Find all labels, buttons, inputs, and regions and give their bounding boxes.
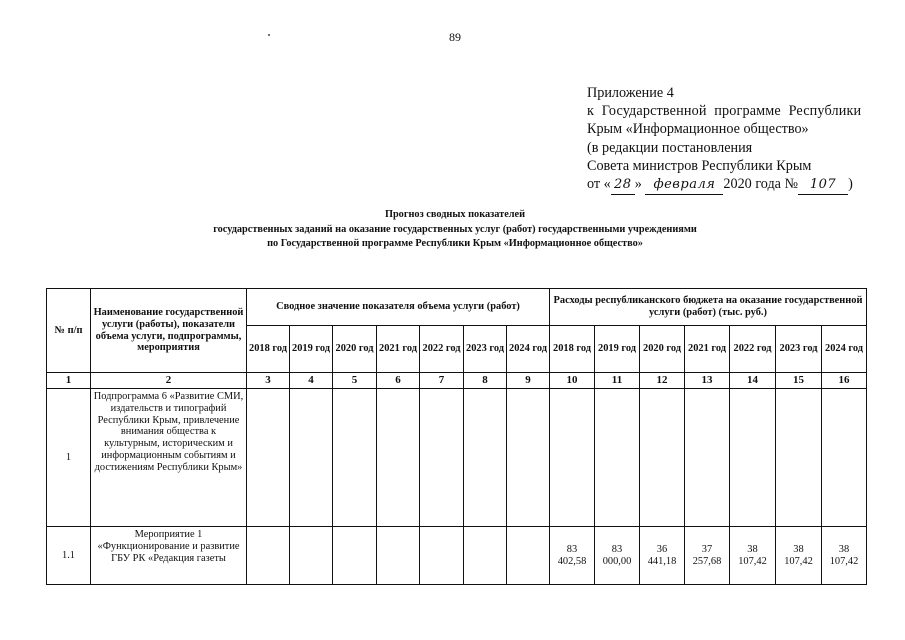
row-name: Мероприятие 1 «Функционирование и развитие ГБУ РК «Редакция газеты — [91, 527, 247, 585]
expense-cell: 38 107,42 — [822, 527, 867, 585]
row-name: Подпрограмма 6 «Развитие СМИ, издательств и типографий Республики Крым, привлечение внимания общества к культурным, историческим и информационным событиям и достижениям Республики Крым» — [91, 389, 247, 527]
year-cell: 2019 год — [595, 326, 640, 373]
expense-cell — [776, 389, 822, 527]
column-number: 13 — [685, 373, 730, 389]
volume-cell — [420, 389, 464, 527]
column-number: 7 — [420, 373, 464, 389]
volume-cell — [464, 527, 507, 585]
appendix-line: Совета министров Республики Крым — [587, 157, 812, 174]
column-number: 11 — [595, 373, 640, 389]
expense-cell — [822, 389, 867, 527]
year-cell: 2023 год — [776, 326, 822, 373]
volume-cell — [290, 527, 333, 585]
appendix-date-line — [587, 175, 887, 195]
expense-cell: 36 441,18 — [640, 527, 685, 585]
volume-cell — [247, 389, 290, 527]
year-cell: 2018 год — [247, 326, 290, 373]
year-cell: 2022 год — [730, 326, 776, 373]
row-number: 1 — [47, 389, 91, 527]
column-number: 1 — [47, 373, 91, 389]
header-name: Наименование государственной услуги (работы), показатели объема услуги, подпрограммы, мероприятия — [91, 289, 247, 373]
expense-cell: 83 000,00 — [595, 527, 640, 585]
column-number: 15 — [776, 373, 822, 389]
expense-cell — [595, 389, 640, 527]
appendix-line: (в редакции постановления — [587, 139, 753, 156]
appendix-block — [587, 84, 887, 195]
expense-cell: 83 402,58 — [550, 527, 595, 585]
column-number: 3 — [247, 373, 290, 389]
year-cell: 2023 год — [464, 326, 507, 373]
header-row — [47, 289, 867, 326]
year-cell: 2024 год — [507, 326, 550, 373]
year-cell: 2020 год — [333, 326, 377, 373]
title-line: государственных заданий на оказание государственных услуг (работ) государственными учреждениями — [213, 223, 697, 235]
appendix-line: Приложение 4 — [587, 85, 674, 101]
volume-cell — [377, 389, 420, 527]
volume-cell — [290, 389, 333, 527]
expense-cell — [550, 389, 595, 527]
column-number: 14 — [730, 373, 776, 389]
expense-cell: 38 107,42 — [730, 527, 776, 585]
volume-cell — [333, 389, 377, 527]
year-cell: 2022 год — [420, 326, 464, 373]
column-number: 10 — [550, 373, 595, 389]
row-number: 1.1 — [47, 527, 91, 585]
table-row — [47, 527, 867, 585]
date-prefix: от « — [587, 176, 611, 193]
column-number: 4 — [290, 373, 333, 389]
handwritten-number: 107 — [798, 176, 848, 195]
column-number: 2 — [91, 373, 247, 389]
year-cell: 2018 год — [550, 326, 595, 373]
expense-cell — [730, 389, 776, 527]
column-number: 12 — [640, 373, 685, 389]
volume-cell — [333, 527, 377, 585]
volume-cell — [507, 389, 550, 527]
expense-cell: 37 257,68 — [685, 527, 730, 585]
page-number: 89 — [449, 30, 461, 44]
appendix-line: Крым «Информационное общество» — [587, 121, 809, 138]
title-line: по Государственной программе Республики Крым «Информационное общество» — [267, 238, 643, 249]
expense-cell: 38 107,42 — [776, 527, 822, 585]
column-number: 9 — [507, 373, 550, 389]
expense-cell — [685, 389, 730, 527]
header-num: № п/п — [47, 289, 91, 373]
year-cell: 2019 год — [290, 326, 333, 373]
year-cell: 2021 год — [685, 326, 730, 373]
column-number-row — [47, 373, 867, 389]
scan-speck — [268, 34, 270, 36]
year-text: 2020 года № — [723, 176, 799, 193]
indicators-table — [46, 288, 867, 585]
year-cell: 2021 год — [377, 326, 420, 373]
column-number: 8 — [464, 373, 507, 389]
volume-cell — [420, 527, 464, 585]
title-line: Прогноз сводных показателей — [384, 209, 526, 220]
year-cell: 2020 год — [640, 326, 685, 373]
column-number: 6 — [377, 373, 420, 389]
table-row — [47, 389, 867, 527]
handwritten-day: 28 — [611, 176, 635, 195]
header-expenses: Расходы республиканского бюджета на оказание государственной услуги (работ) (тыс. руб.) — [550, 289, 867, 326]
report-title — [140, 208, 770, 252]
quote-close: » — [634, 176, 642, 193]
handwritten-month: февраля — [645, 176, 723, 195]
paren-close: ) — [848, 176, 853, 193]
volume-cell — [377, 527, 420, 585]
year-cell: 2024 год — [822, 326, 867, 373]
column-number: 16 — [822, 373, 867, 389]
volume-cell — [507, 527, 550, 585]
volume-cell — [247, 527, 290, 585]
header-volume: Сводное значение показателя объема услуги (работ) — [247, 289, 550, 326]
column-number: 5 — [333, 373, 377, 389]
appendix-line: к Государственной программе Республики — [587, 103, 862, 120]
volume-cell — [464, 389, 507, 527]
expense-cell — [640, 389, 685, 527]
